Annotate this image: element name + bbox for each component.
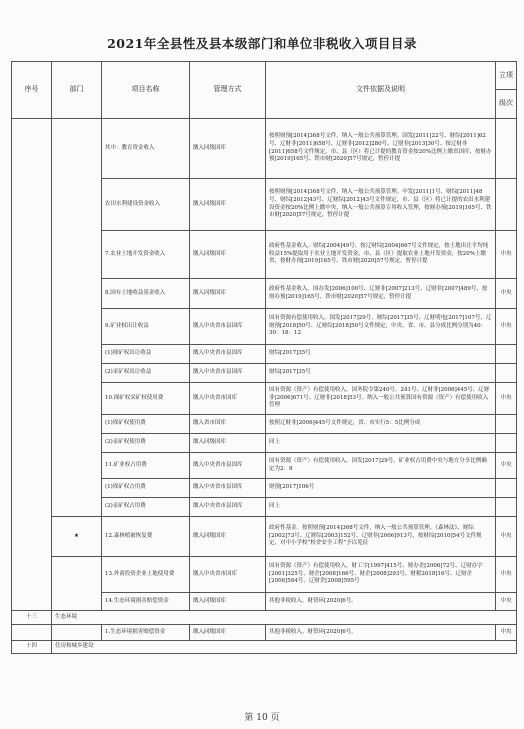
basis-cell: 同上 (266, 498, 496, 517)
basis-cell: 其他非税收入。财资环[2020]6号。 (266, 593, 496, 611)
item-cell: 其中：教育资金收入 (102, 119, 190, 179)
level-cell: 中央 (496, 557, 517, 593)
level-cell (496, 119, 517, 179)
col-dept: 部门 (52, 62, 102, 119)
mgmt-cell: 缴入中央省市县国库 (190, 309, 266, 345)
basis-cell: 国有资源（资产）有偿使用收入。财工字[1997]415号、财办企[2006]72号、辽财办字[2001]325号、财企[2008]166号、财企[2008]293号、财税2018]16号、辽财企[2006]584号、辽财企[2008]595号 (266, 557, 496, 593)
basis-cell: 财综[2017]35号 (266, 364, 496, 383)
header-row (12, 62, 517, 90)
section-name: 生态环境 (52, 611, 517, 625)
level-cell: 中央 (496, 593, 517, 611)
section-number: 十三 (12, 611, 52, 625)
mgmt-cell: 缴入同级国库 (190, 231, 266, 279)
basis-cell: 财综[2017]35号 (266, 345, 496, 364)
table-row (12, 557, 517, 593)
basis-cell: 其他非税收入。财资环[2020]6号。 (266, 625, 496, 641)
mgmt-cell: 缴入中央省市国库 (190, 557, 266, 593)
basis-cell: 按照财预[2014]368号文件，纳入一般公共预算管理。中发[2011]1号、财综[2011]48号、财综[2012]43号、辽财综[2012]43号文件规定，市、县（区）将已计提的农田水利建设资金按20%比例上缴中央，纳入一般公共预算专用收入管理，按财办预[2019]165号、铁市财[2020]57号规定，暂停计提 (266, 179, 496, 231)
item-cell: 13.外商投资企业土地使用费 (102, 557, 190, 593)
mgmt-cell: 缴入中央省市县国库 (190, 479, 266, 498)
mgmt-cell: 缴入中央省市县国库 (190, 364, 266, 383)
item-cell: (2)采矿权占用费 (102, 498, 190, 517)
catalog-table (11, 61, 517, 654)
page-title: 2021年全县性及县本级部门和单位非税收入项目目录 (107, 36, 417, 51)
basis-cell: 国有资源有偿使用收入。国发[2017]29号、财综[2017]35号、辽财明电[2017]107号、辽财预[2018]50号、辽财综[2018]50号文件规定，中央、省、市、县分成比例分别为40：30：18：12 (266, 309, 496, 345)
basis-cell: 政府性基金收入。财综[2004]49号、按辽财综[2004]667号文件规定，按土地出让平均纯收益15%提取用于农业土地开发资金，市、县（区）提取农业土地开发资金，按20%上缴省，按财办预[2019]165号、铁市财[2020]57号规定，暂停计提 (266, 231, 496, 279)
level-cell (496, 479, 517, 498)
level-cell: 中央 (496, 231, 517, 279)
item-cell: 7.农业土地开发资金收入 (102, 231, 190, 279)
mgmt-cell: 缴入中央省市县国库 (190, 453, 266, 479)
table-row (12, 517, 517, 557)
col-item: 项目名称 (102, 62, 190, 119)
mgmt-cell: 缴入中央省市国库 (190, 383, 266, 415)
item-cell: 12.森林植被恢复费 (102, 517, 190, 557)
item-cell: 11.矿业权占用费 (102, 453, 190, 479)
level-cell: 中央 (496, 517, 517, 557)
dept-cell (52, 119, 102, 517)
item-cell: 1.生态环境损害赔偿资金 (102, 625, 190, 641)
section-row (12, 641, 517, 654)
basis-cell: 国有资源（资产）有偿使用收入。国务院令第240号、241号、辽财非[2006]445号、辽财非[2006]671号、辽财非[2018]53号。纳入一般公共预算国有资源（资产）有偿使用收入管理 (266, 383, 496, 415)
level-cell: 中央 (496, 309, 517, 345)
page-number: 第 10 页 (244, 713, 280, 723)
level-cell: 中央 (496, 383, 517, 415)
item-cell: 8.国有土地收益基金收入 (102, 279, 190, 309)
level-cell (496, 498, 517, 517)
seq-cell (12, 119, 52, 611)
item-cell: 9.矿业权出让收益 (102, 309, 190, 345)
basis-cell: 财预[2017]106号 (266, 479, 496, 498)
col-seq: 序号 (12, 62, 52, 119)
mgmt-cell: 缴入中央省市县国库 (190, 345, 266, 364)
item-cell: (1)探矿权使用费 (102, 415, 190, 434)
section-row (12, 611, 517, 625)
mgmt-cell: 缴入同级国库 (190, 279, 266, 309)
item-cell: (1)探矿权出让收益 (102, 345, 190, 364)
basis-cell: 政府性基金收入。国办发[2006]100号、辽财非[2007]213号、辽财非[2007]489号、按财办预[2019]165号、铁市财[2020]57号规定，暂停计提 (266, 279, 496, 309)
table-row (12, 119, 517, 179)
item-cell: 14.生态环境损害赔偿资金 (102, 593, 190, 611)
mgmt-cell: 缴入同级国库 (190, 434, 266, 453)
mgmt-cell: 缴入省市国库 (190, 415, 266, 434)
mgmt-cell: 缴入同级国库 (190, 119, 266, 179)
level-cell (496, 415, 517, 434)
level-cell: 中央 (496, 453, 517, 479)
dept-cell (52, 557, 102, 611)
basis-cell: 按照辽财非[2006]445号文件规定，省、市实行5：5比例分成 (266, 415, 496, 434)
section-name: 住房和城乡建设 (52, 641, 517, 654)
mgmt-cell: 缴入同级国库 (190, 517, 266, 557)
col-level: 级次 (496, 90, 517, 119)
col-basis: 文件依据及说明 (266, 62, 496, 119)
col-approve: 立项 (496, 62, 517, 90)
level-cell: 中央 (496, 625, 517, 641)
level-cell (496, 345, 517, 364)
star-mark: ★ (52, 517, 102, 557)
basis-cell: 国有资源（资产）有偿使用收入。国发[2017]29号，矿业权占用费中央与地方分享比例确定为2：8 (266, 453, 496, 479)
mgmt-cell: 缴入同级国库 (190, 593, 266, 611)
basis-cell: 按照财预[2014]368号文件，纳入一般公共预算管理。国发[2011]22号、财综[2011]62号、辽财非[2011]658号、辽财非[2012]280号、辽财非[2013]30号、按辽财非[2011]658号文件规定，市、县（区）将已计提的教育资金按20%比例上缴省国库，按财办预[2019]165号、铁市财[2020]57号规定，暂停计提 (266, 119, 496, 179)
basis-cell: 政府性基金。按照财预[2014]368号文件，纳入一般公共预算管理。《森林法》、财综[2002]73号、辽财综[2003]152号、辽财非[2006]913号、按财综[2010]54号文件规定，对中小学校“校舍安全工程”予以免征 (266, 517, 496, 557)
basis-cell: 同上 (266, 434, 496, 453)
level-cell: 中央 (496, 279, 517, 309)
mgmt-cell: 缴入同级国库 (190, 625, 266, 641)
dept-cell (52, 625, 102, 641)
section-number: 十四 (12, 641, 52, 654)
col-mgmt: 管理方式 (190, 62, 266, 119)
mgmt-cell: 缴入同级国库 (190, 179, 266, 231)
item-cell: (2)采矿权出让收益 (102, 364, 190, 383)
item-cell: 10.探矿权采矿权使用费 (102, 383, 190, 415)
item-cell: 农田水利建设资金收入 (102, 179, 190, 231)
table-row (12, 625, 517, 641)
level-cell (496, 179, 517, 231)
level-cell (496, 434, 517, 453)
mgmt-cell: 缴入中央省市县国库 (190, 498, 266, 517)
item-cell: (2)采矿权使用费 (102, 434, 190, 453)
seq-cell (12, 625, 52, 641)
item-cell: (1)探矿权占用费 (102, 479, 190, 498)
level-cell (496, 364, 517, 383)
